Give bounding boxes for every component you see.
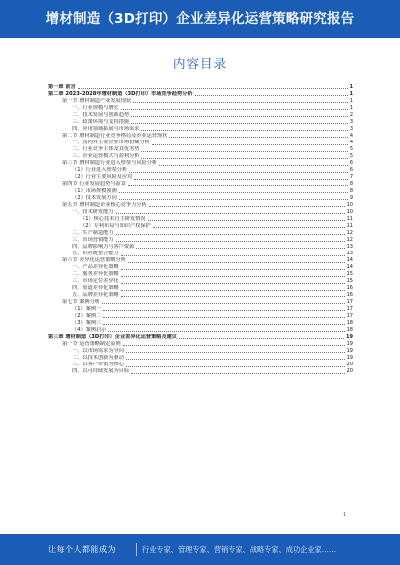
toc-entry-page: 8 xyxy=(349,181,353,188)
toc-leader-dots xyxy=(121,290,345,291)
toc-entry-title: 三、市场定位差异化 xyxy=(72,278,119,285)
toc-entry[interactable] xyxy=(48,202,353,209)
toc-leader-dots xyxy=(128,185,348,186)
toc-entry[interactable] xyxy=(48,160,353,167)
toc-entry-title: 第三章 增材制造（3D打印）企业差异化运营策略及建议 xyxy=(48,333,178,340)
toc-entry-page: 17 xyxy=(346,299,353,306)
toc-entry-page: 15 xyxy=(346,271,353,278)
toc-entry[interactable] xyxy=(48,105,353,112)
toc-leader-dots xyxy=(123,345,345,346)
toc-entry[interactable] xyxy=(48,334,353,341)
toc-entry-page: 10 xyxy=(346,201,353,208)
toc-leader-dots xyxy=(136,248,344,249)
toc-entry[interactable] xyxy=(48,195,353,202)
toc-entry-page: 1 xyxy=(349,104,353,111)
toc-entry-title: （3）案例三 xyxy=(72,319,102,326)
toc-entry-page: 7 xyxy=(349,174,353,181)
toc-entry-page: 14 xyxy=(346,264,353,271)
toc-entry[interactable] xyxy=(48,313,353,320)
toc-entry[interactable] xyxy=(48,368,353,375)
toc-entry[interactable] xyxy=(48,327,353,334)
toc-entry-title: 第一章 前言 xyxy=(48,84,76,90)
toc-entry-title: 第三节 增材制造行业进入壁垒与风险分析 xyxy=(62,160,158,167)
toc-leader-dots xyxy=(116,234,345,235)
toc-leader-dots xyxy=(103,324,344,325)
toc-leader-dots xyxy=(121,296,345,297)
toc-entry-page: 13 xyxy=(346,250,353,257)
toc-leader-dots xyxy=(179,338,344,339)
toc-entry-page: 19 xyxy=(346,333,353,340)
toc-entry-page: 20 xyxy=(346,368,353,375)
toc-entry-page: 1 xyxy=(349,84,353,90)
toc-leader-dots xyxy=(116,241,345,242)
toc-entry-title: 二、技术发展与创新趋势 xyxy=(72,111,130,118)
toc-entry[interactable] xyxy=(48,271,353,278)
toc-entry-title: （2）案例二 xyxy=(72,312,102,319)
toc-entry-title: 四、品牌影响力与客户资源 xyxy=(72,243,135,250)
toc-entry[interactable] xyxy=(48,91,353,98)
toc-leader-dots xyxy=(159,165,348,166)
toc-leader-dots xyxy=(131,116,348,117)
toc-entry[interactable] xyxy=(48,257,353,264)
toc-entry-title: 一、以市场需求为导向 xyxy=(72,347,124,354)
toc-leader-dots xyxy=(129,172,348,173)
toc-entry-page: 12 xyxy=(346,236,353,243)
toc-entry-title: 三、市场营销能力 xyxy=(72,236,114,243)
toc-leader-dots xyxy=(149,206,345,207)
toc-entry-page: 1 xyxy=(349,97,353,104)
toc-entry-page: 19 xyxy=(346,354,353,361)
toc-entry-title: 第一节 增材制造产业发展现状 xyxy=(62,97,132,104)
toc-entry[interactable] xyxy=(48,209,353,216)
toc-leader-dots xyxy=(121,109,348,110)
toc-leader-dots xyxy=(119,199,348,200)
toc-entry-page: 17 xyxy=(346,306,353,312)
toc-leader-dots xyxy=(121,269,345,270)
toc-entry[interactable] xyxy=(48,348,353,355)
toc-entry[interactable] xyxy=(48,153,353,160)
toc-entry[interactable] xyxy=(48,264,353,271)
toc-leader-dots xyxy=(148,220,345,221)
toc-entry[interactable] xyxy=(48,133,353,140)
toc-entry[interactable] xyxy=(48,230,353,237)
toc-entry[interactable] xyxy=(48,341,353,348)
toc-leader-dots xyxy=(131,123,348,124)
toc-leader-dots xyxy=(116,213,345,214)
toc-leader-dots xyxy=(133,102,348,103)
toc-entry-page: 9 xyxy=(349,195,353,201)
toc-leader-dots xyxy=(141,158,347,159)
toc-leader-dots xyxy=(131,373,345,374)
toc-leader-dots xyxy=(78,88,348,89)
toc-entry-page: 17 xyxy=(346,312,353,319)
toc-entry[interactable] xyxy=(48,119,353,126)
toc-entry-title: 第四节 行业发展趋势与前景 xyxy=(62,181,126,188)
toc-entry-title: （1）核心技术自主研发情况 xyxy=(80,215,146,222)
toc-leader-dots xyxy=(128,262,345,263)
toc-entry-page: 5 xyxy=(349,153,353,160)
toc-entry-page: 18 xyxy=(346,319,353,326)
toc-entry[interactable] xyxy=(48,362,353,369)
toc-entry-title: 二、服务差异化策略 xyxy=(72,271,119,278)
toc-entry-title: 四、以可持续发展为目标 xyxy=(72,368,130,375)
toc-entry-title: 三、企业运营模式与盈利分析 xyxy=(72,153,140,160)
toc-entry[interactable] xyxy=(48,355,353,362)
toc-entry[interactable] xyxy=(48,299,353,306)
toc-entry-title: 二、行业竞争主体及其优劣势 xyxy=(72,146,140,153)
toc-leader-dots xyxy=(152,144,348,145)
toc-leader-dots xyxy=(169,137,347,138)
toc-entry-title: 第二章 2023-2028年增材制造（3D打印）市场竞争趋势分析 xyxy=(48,90,193,97)
toc-entry-page: 3 xyxy=(349,125,353,132)
toc-entry[interactable] xyxy=(48,98,353,105)
footer-divider xyxy=(136,543,137,556)
toc-entry[interactable] xyxy=(48,278,353,285)
toc-entry[interactable] xyxy=(48,320,353,327)
toc-entry[interactable] xyxy=(48,126,353,133)
toc-leader-dots xyxy=(103,310,344,311)
toc-entry-page: 15 xyxy=(346,278,353,285)
footer-tagline: 行业专家、管理专家、营销专家、战略专家、成功企业家…… xyxy=(142,545,337,554)
toc-entry-title: （2）行业主要风险及应对 xyxy=(72,174,133,181)
toc-entry-title: （1）案例一 xyxy=(72,306,102,312)
toc-entry-page: 16 xyxy=(346,285,353,292)
toc-entry-page: 11 xyxy=(346,222,353,229)
toc-entry-title: （2）技术发展方向 xyxy=(72,195,117,201)
toc-entry-page: 4 xyxy=(349,132,353,139)
toc-heading: 内容目录 xyxy=(172,56,227,71)
toc-entry-page: 4 xyxy=(349,139,353,146)
toc-entry-page: 1 xyxy=(349,90,353,97)
toc-entry[interactable] xyxy=(48,167,353,174)
toc-leader-dots xyxy=(119,192,348,193)
toc-leader-dots xyxy=(134,179,347,180)
toc-entry[interactable] xyxy=(48,84,353,91)
toc-entry-page: 5 xyxy=(349,146,353,153)
toc-entry-title: 二、生产制造能力 xyxy=(72,229,114,236)
toc-entry[interactable] xyxy=(48,140,353,147)
toc-entry[interactable] xyxy=(48,146,353,153)
toc-leader-dots xyxy=(121,283,345,284)
toc-entry-page: 2 xyxy=(349,111,353,118)
toc-entry-page: 19 xyxy=(346,340,353,347)
toc-leader-dots xyxy=(108,331,344,332)
toc-entry-title: （1）行业进入壁垒分析 xyxy=(72,167,128,174)
toc-entry-page: 14 xyxy=(346,257,353,264)
toc-entry-title: 第七节 案例分析 xyxy=(62,299,100,306)
toc-entry-page: 3 xyxy=(349,118,353,125)
toc-entry-title: 四、应用领域拓展与市场需求 xyxy=(72,125,140,132)
toc-entry[interactable] xyxy=(48,188,353,195)
toc-leader-dots xyxy=(103,317,344,318)
toc-entry-title: 一、产品差异化策略 xyxy=(72,264,119,271)
toc-entry-title: 四、渠道差异化策略 xyxy=(72,285,119,292)
toc-leader-dots xyxy=(121,276,345,277)
toc-entry-title: 一、国内外主要企业市场份额分析 xyxy=(72,139,150,146)
toc-entry-title: 五、供应链整合能力 xyxy=(72,250,119,257)
report-title: 增材制造（3D打印）企业差异化运营策略研究报告 xyxy=(45,11,355,27)
table-of-contents xyxy=(48,84,353,375)
toc-entry-page: 19 xyxy=(346,347,353,354)
toc-entry-page: 18 xyxy=(346,326,353,333)
toc-entry-page: 12 xyxy=(346,229,353,236)
toc-entry-title: 三、以客户价值为核心 xyxy=(72,361,124,368)
toc-leader-dots xyxy=(141,151,347,152)
toc-entry-title: 二、以技术创新为驱动 xyxy=(72,354,124,361)
toc-entry-page: 13 xyxy=(346,243,353,250)
toc-entry-title: （4）案例启示 xyxy=(72,326,107,333)
toc-leader-dots xyxy=(121,255,345,256)
page-number: 1 xyxy=(343,512,347,518)
toc-entry-title: 第二节 增材制造行业竞争格局及企业运营现状 xyxy=(62,132,168,139)
toc-entry-page: 10 xyxy=(346,208,353,215)
toc-entry-title: 一、行业规模与增长 xyxy=(72,104,119,111)
toc-entry-page: 6 xyxy=(349,160,353,167)
toc-entry-page: 11 xyxy=(346,215,353,222)
toc-leader-dots xyxy=(195,95,348,96)
toc-entry[interactable] xyxy=(48,292,353,299)
toc-entry[interactable] xyxy=(48,244,353,251)
toc-entry[interactable] xyxy=(48,223,353,230)
toc-entry[interactable] xyxy=(48,112,353,119)
toc-entry-title: 五、品牌差异化策略 xyxy=(72,292,119,299)
toc-leader-dots xyxy=(126,352,345,353)
toc-entry-title: （2）专利布局与知识产权保护 xyxy=(80,222,151,229)
toc-entry[interactable] xyxy=(48,181,353,188)
toc-leader-dots xyxy=(141,130,347,131)
toc-entry-title: 一、技术研发能力 xyxy=(72,208,114,215)
toc-entry-title: 第一节 运营策略制定原则 xyxy=(62,340,121,347)
toc-entry-title: 三、政策环境与支持措施 xyxy=(72,118,130,125)
footer-slogan: 让每个人都能成为 xyxy=(48,545,116,554)
toc-leader-dots xyxy=(126,366,345,367)
toc-entry[interactable] xyxy=(48,174,353,181)
toc-entry[interactable] xyxy=(48,216,353,223)
toc-entry-page: 20 xyxy=(346,361,353,368)
toc-entry[interactable] xyxy=(48,306,353,313)
footer-bar xyxy=(0,534,400,565)
toc-entry-page: 16 xyxy=(346,292,353,299)
toc-entry[interactable] xyxy=(48,285,353,292)
toc-leader-dots xyxy=(153,227,345,228)
toc-entry-page: 6 xyxy=(349,167,353,174)
toc-entry-title: 第五节 增材制造企业核心竞争力分析 xyxy=(62,201,147,208)
toc-entry-page: 8 xyxy=(349,188,353,195)
toc-entry[interactable] xyxy=(48,251,353,258)
header-bar xyxy=(0,0,400,38)
toc-leader-dots xyxy=(126,359,345,360)
toc-entry-title: （1）市场规模预测 xyxy=(72,188,117,195)
toc-entry[interactable] xyxy=(48,237,353,244)
toc-entry-title: 第六节 差异化运营策略分析 xyxy=(62,257,126,264)
toc-leader-dots xyxy=(102,303,345,304)
